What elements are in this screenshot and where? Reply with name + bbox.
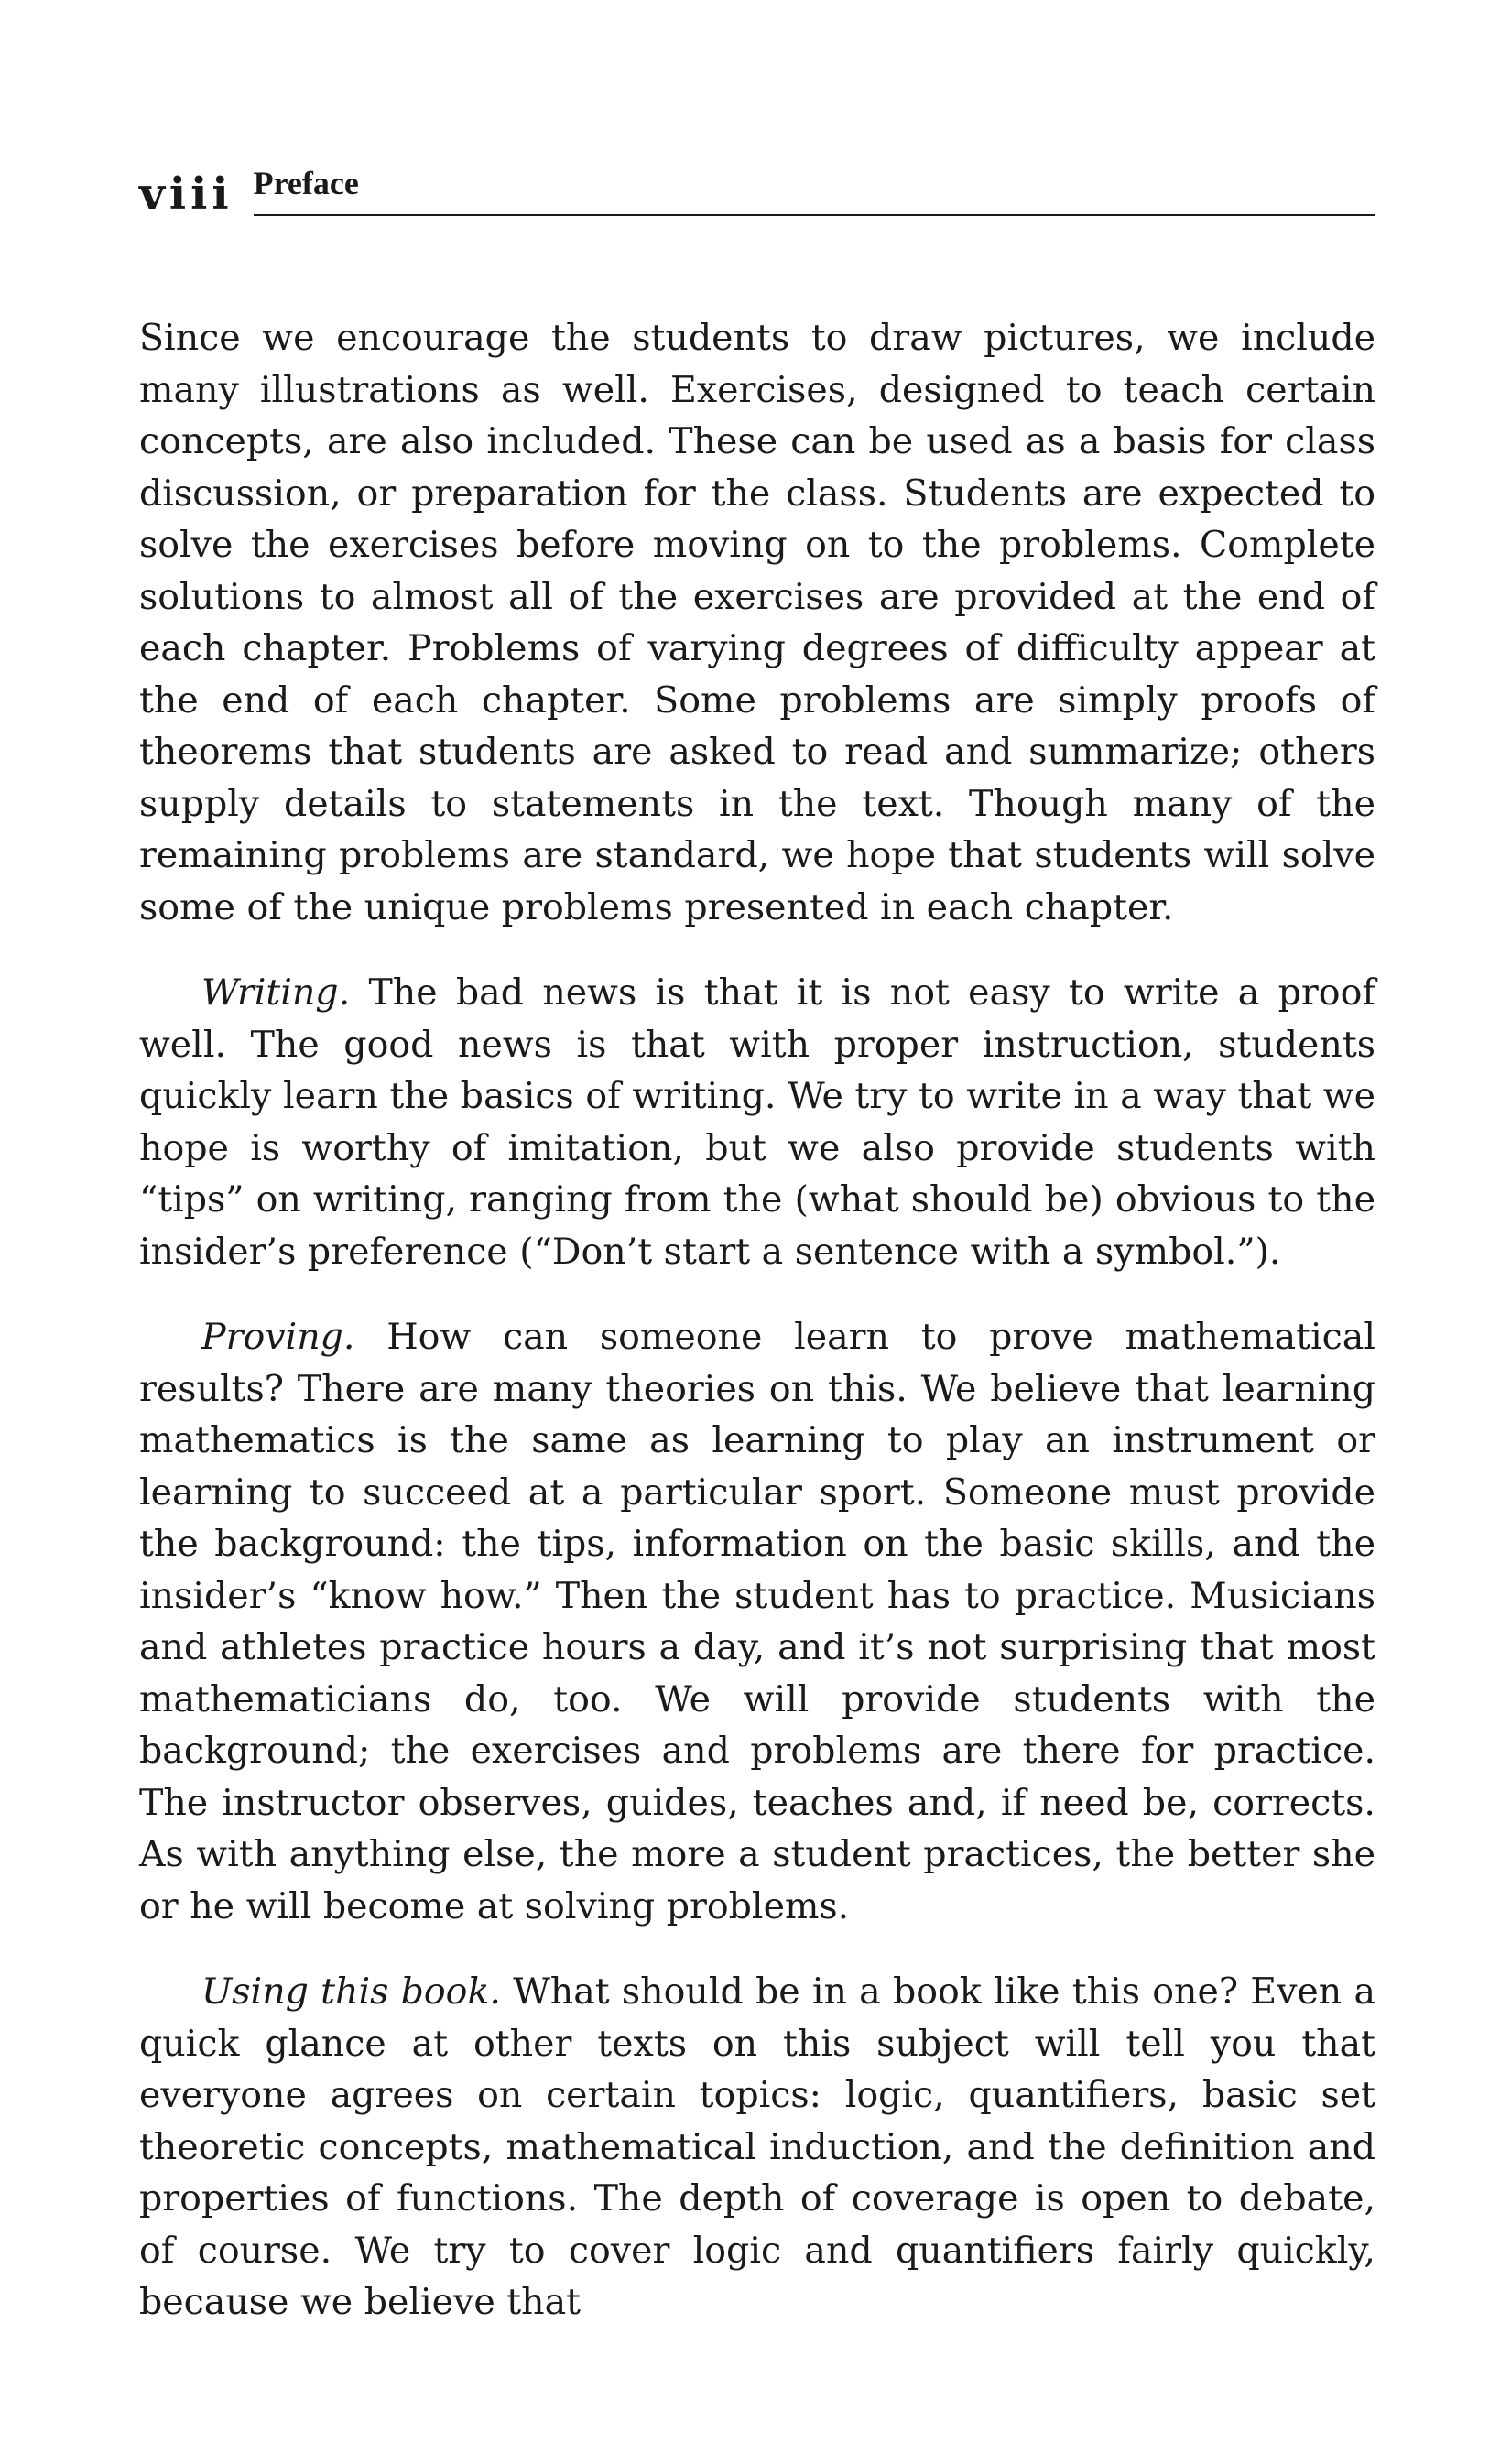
header-rule — [253, 165, 1375, 216]
paragraph-text: Since we encourage the students to draw pictures, we include many illustrations as well. Exercises, designed to teach certain concepts, are also included. These can be used as a basis for class discussion, or preparation for the class. Students are expected to solve the exercises before moving on to the problems. Complete solutions to almost all of the exercises are provided at the end of each chapter. Problems of varying degrees of difficulty appear at the end of each chapter. Some problems are simply proofs of theorems that students are asked to read and summarize; others supply details to statements in the text. Though many of the remaining problems are standard, we hope that students will solve some of the unique problems presented in each chapter. — [139, 317, 1375, 928]
page — [139, 165, 1375, 2362]
body-text — [139, 312, 1375, 2328]
running-head — [139, 165, 1375, 220]
paragraph-exercises — [139, 312, 1375, 933]
paragraph-using-this-book — [139, 1966, 1375, 2328]
paragraph-writing — [139, 967, 1375, 1277]
page-number: viii — [139, 168, 234, 220]
runin-heading: Writing. — [201, 971, 351, 1014]
paragraph-text: How can someone learn to prove mathematical results? There are many theories on this. We believe that learning mathematics is the same as learning to play an instrument or learning to succeed at a particular sport. Someone must provide the background: the tips, information on the basic skills, and the insider’s “know how.” Then the student has to practice. Musicians and athletes practice hours a day, and it’s not surprising that most mathematicians do, too. We will provide students with the background; the exercises and problems are there for practice. The instructor observes, guides, teaches and, if need be, corrects. As with anything else, the more a student practices, the better she or he will become at solving problems. — [139, 1316, 1375, 1927]
runin-heading: Using this book. — [201, 1970, 501, 2013]
runin-heading: Proving. — [201, 1316, 355, 1358]
section-title: Preface — [253, 165, 359, 201]
paragraph-proving — [139, 1311, 1375, 1932]
paragraph-text: What should be in a book like this one? Even a quick glance at other texts on this subject will tell you that everyone agrees on certain topics: logic, quantifiers, basic set theoretic concepts, mathematical induction, and the definition and properties of functions. The depth of coverage is open to debate, of course. We try to cover logic and quantifiers fairly quickly, because we believe that — [139, 1970, 1375, 2323]
paragraph-text: The bad news is that it is not easy to write a proof well. The good news is that with proper instruction, students quickly learn the basics of writing. We try to write in a way that we hope is worthy of imitation, but we also provide students with “tips” on writing, ranging from the (what should be) obvious to the insider’s preference (“Don’t start a sentence with a symbol.”). — [139, 971, 1375, 1273]
